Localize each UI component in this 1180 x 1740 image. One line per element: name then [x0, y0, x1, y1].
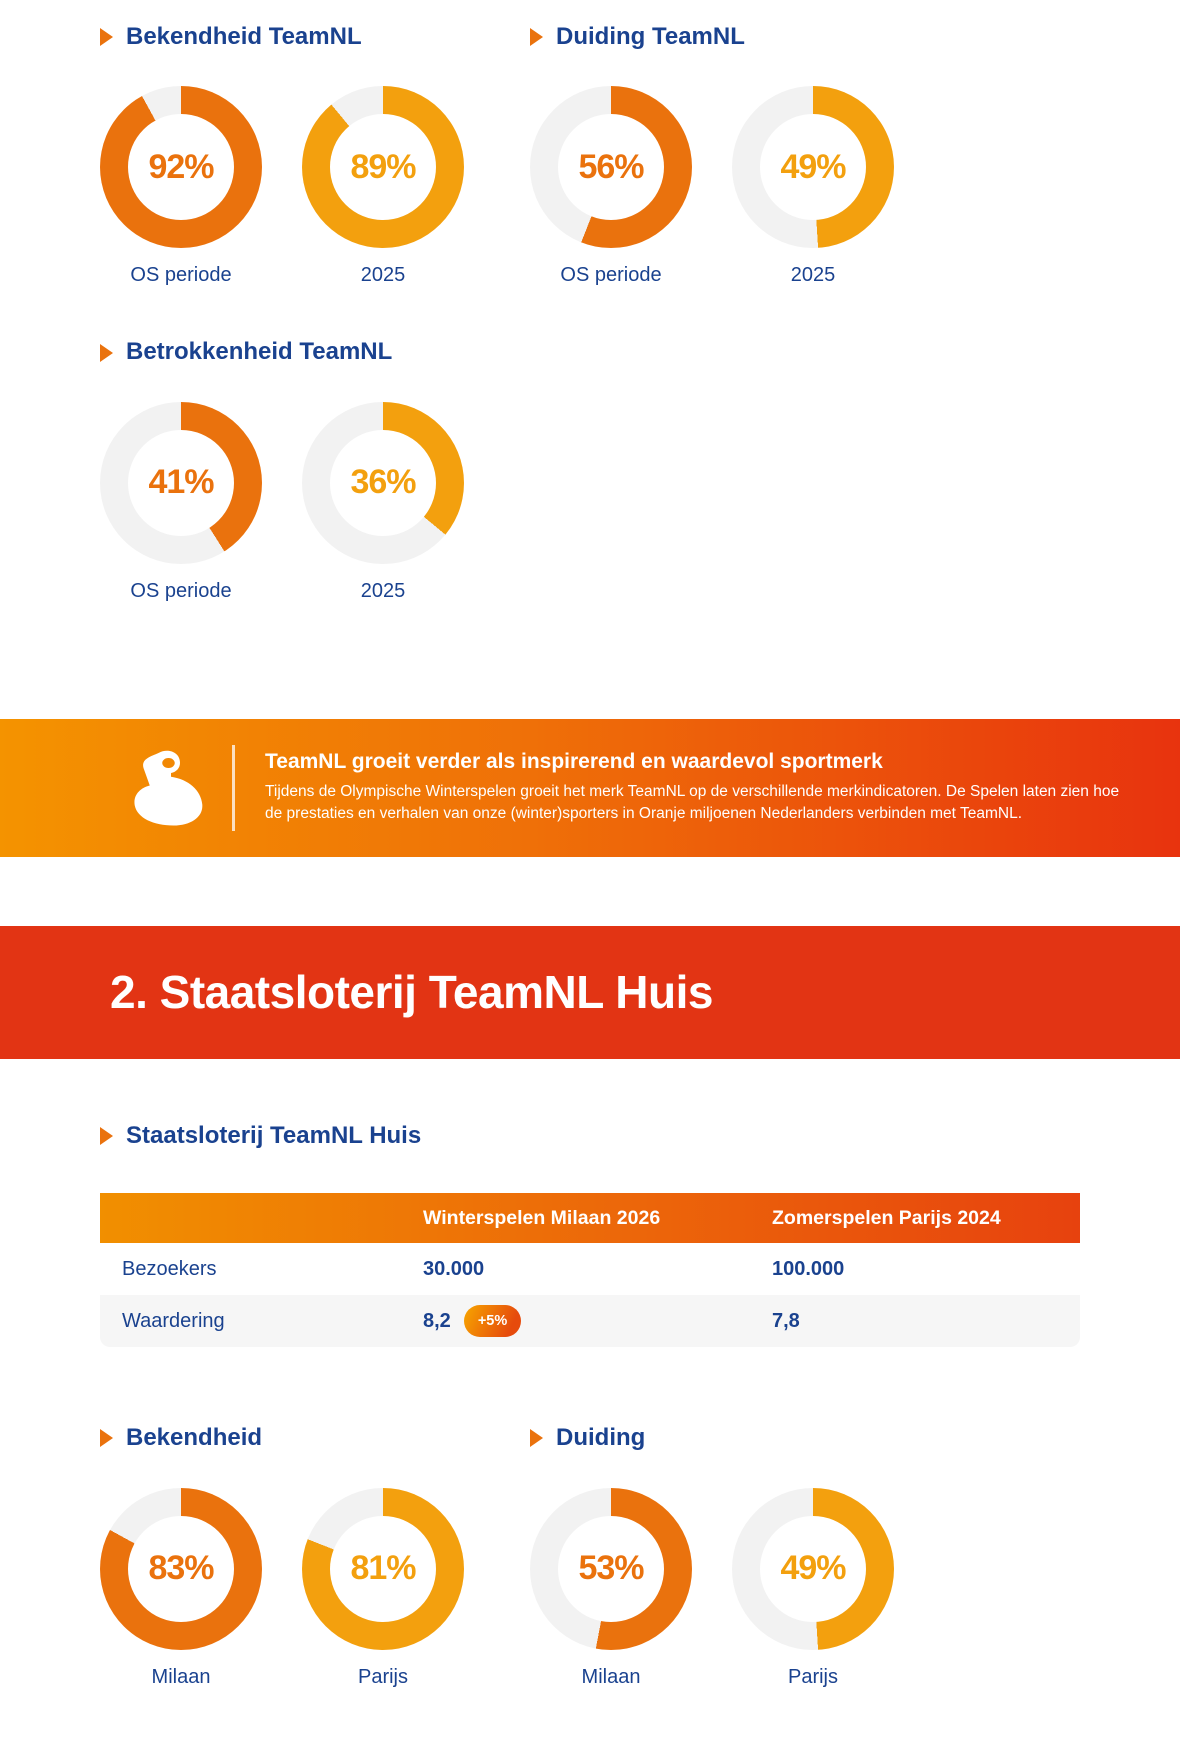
donut-label: OS periode: [560, 264, 662, 287]
donut-chart: [302, 86, 464, 287]
table-row: [100, 1243, 1080, 1295]
banner-body: Tijdens de Olympische Winterspelen groeit het merk TeamNL op de verschillende merkindicatoren. De Spelen laten zien hoe de prestaties en verhalen van onze (winter)sporters in Oranje miljoenen Nederlanders verbinden met TeamNL.: [265, 782, 1120, 823]
donut-label: 2025: [790, 264, 836, 287]
triangle-bullet-icon: [100, 28, 113, 46]
donut-ring: [530, 1488, 692, 1650]
donut-ring: [302, 86, 464, 248]
triangle-bullet-icon: [100, 344, 113, 362]
change-badge: +5%: [464, 1305, 521, 1338]
donut-value: 49%: [780, 147, 846, 186]
donut-label: OS periode: [130, 579, 232, 602]
donut-label: Parijs: [787, 1665, 838, 1688]
donut-label: Milaan: [151, 1665, 211, 1688]
table-header-row: [100, 1193, 1080, 1243]
section-title-duiding-teamnl: [530, 24, 960, 50]
donut-ring: [302, 1488, 464, 1650]
section-title-text: Bekendheid: [126, 1424, 263, 1452]
donut-chart: [530, 1488, 692, 1689]
cell-zomerspelen: 7,8: [772, 1309, 800, 1332]
donut-ring: [100, 402, 262, 564]
donut-chart: [530, 86, 692, 287]
donut-value: 49%: [780, 1549, 846, 1588]
triangle-bullet-icon: [100, 1429, 113, 1447]
banner-title: TeamNL groeit verder als inspirerend en waardevol sportmerk: [265, 749, 883, 773]
section-title-text: Duiding: [556, 1424, 646, 1452]
group-duiding-teamnl: [530, 24, 960, 287]
highlight-banner: [0, 719, 1180, 857]
table-row: [100, 1295, 1080, 1347]
donut-ring: [732, 86, 894, 248]
donut-chart: [302, 402, 464, 603]
section-title-text: Betrokkenheid TeamNL: [126, 338, 393, 366]
section-title-text: Staatsloterij TeamNL Huis: [126, 1121, 422, 1149]
bottom-charts-area: [0, 1347, 1180, 1688]
triangle-bullet-icon: [100, 1127, 113, 1145]
donut-chart: [100, 86, 262, 287]
donut-ring: [302, 402, 464, 564]
section-title-staatsloterij-huis: [100, 1123, 1180, 1149]
donut-label: 2025: [360, 579, 406, 602]
section-title-text: Bekendheid TeamNL: [126, 23, 362, 50]
donut-value: 89%: [350, 147, 416, 186]
row-label: Bezoekers: [122, 1257, 217, 1280]
banner-divider: [232, 745, 235, 831]
cell-zomerspelen: 100.000: [772, 1257, 845, 1280]
donut-label: Milaan: [581, 1665, 641, 1688]
cell-winterspelen: 8,2: [423, 1309, 451, 1332]
chapter-header: [0, 926, 1180, 1059]
group-bekendheid-teamnl: [100, 24, 530, 287]
donut-ring: [100, 86, 262, 248]
donut-value: 36%: [350, 463, 416, 502]
chapter-title: 2. Staatsloterij TeamNL Huis: [110, 966, 713, 1019]
group-bekendheid-huis: [100, 1425, 530, 1688]
donut-ring: [530, 86, 692, 248]
muscle-icon: [126, 748, 206, 828]
donut-value: 53%: [578, 1549, 644, 1588]
table-header-zomerspelen: Zomerspelen Parijs 2024: [772, 1206, 1001, 1229]
cell-winterspelen: 30.000: [423, 1257, 485, 1280]
row-label: Waardering: [122, 1309, 225, 1332]
top-charts-area: [0, 0, 1180, 603]
donut-value: 92%: [148, 147, 214, 186]
donut-value: 81%: [350, 1549, 416, 1588]
donut-chart: [732, 1488, 894, 1689]
donut-value: 56%: [578, 147, 644, 186]
section-title-bekendheid-teamnl: [100, 24, 530, 50]
table-header-winterspelen: Winterspelen Milaan 2026: [423, 1206, 661, 1229]
donut-ring: [100, 1488, 262, 1650]
donut-label: OS periode: [130, 264, 232, 287]
donut-chart: [100, 402, 262, 603]
section-title-bekendheid: [100, 1425, 530, 1451]
group-betrokkenheid-teamnl: [100, 339, 530, 602]
donut-chart: [302, 1488, 464, 1689]
donut-chart: [732, 86, 894, 287]
triangle-bullet-icon: [530, 1429, 543, 1447]
section-title-text: Duiding TeamNL: [556, 23, 745, 50]
section-title-betrokkenheid-teamnl: [100, 339, 530, 365]
donut-value: 83%: [148, 1549, 214, 1588]
donut-value: 41%: [148, 463, 214, 502]
donut-label: Parijs: [357, 1665, 408, 1688]
table-section: [0, 1059, 1180, 1347]
section-title-duiding: [530, 1425, 960, 1451]
triangle-bullet-icon: [530, 28, 543, 46]
donut-ring: [732, 1488, 894, 1650]
donut-label: 2025: [360, 264, 406, 287]
stats-table: [100, 1193, 1080, 1347]
group-duiding-huis: [530, 1425, 960, 1688]
donut-chart: [100, 1488, 262, 1689]
